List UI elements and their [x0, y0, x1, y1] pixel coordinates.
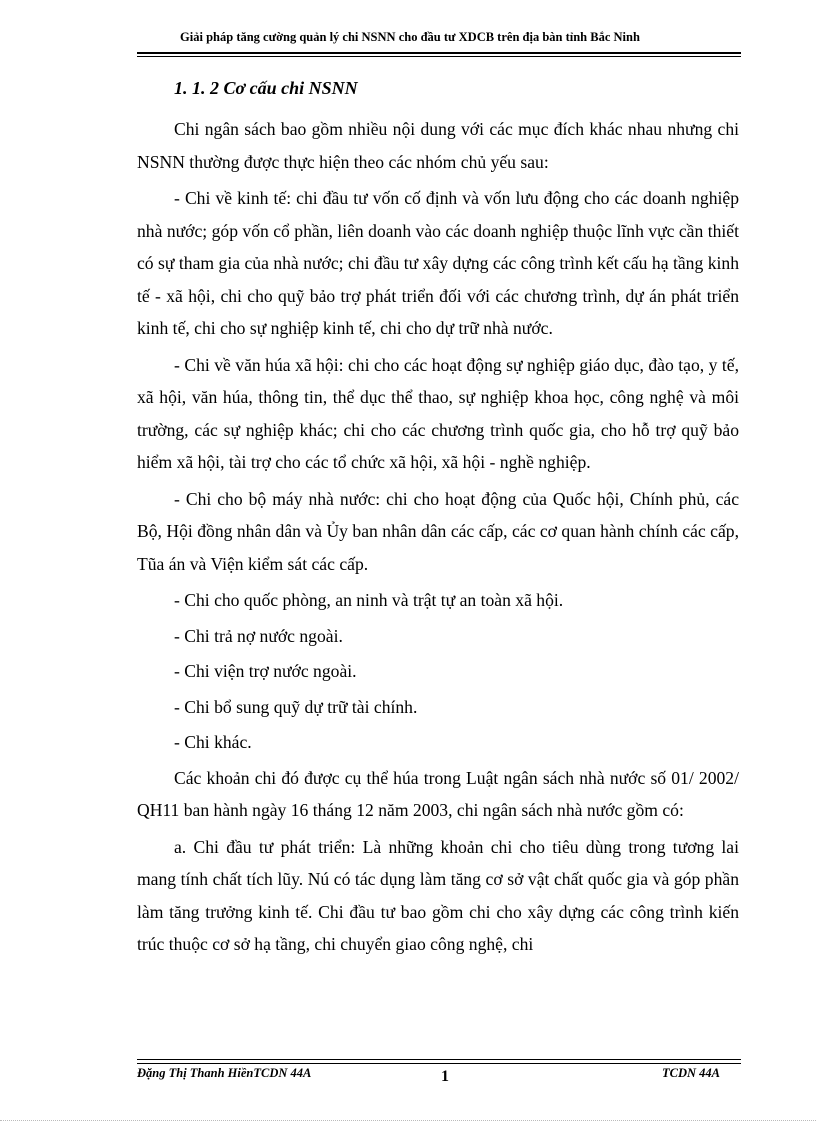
- paragraph-development-investment: a. Chi đầu tư phát triển: Là những khoản chi cho tiêu dùng trong tương lai mang tính chất tích lũy. Nú có tác dụng làm tăng cơ sở vật chất quốc gia và góp phần làm tăng trưởng kinh tế. Chi đầu tư bao gồm chi cho xây dựng các công trình kiến trúc thuộc cơ sở hạ tầng, chi chuyển giao công nghệ, chi: [137, 836, 739, 954]
- page-bottom-dotted-line: [0, 1120, 816, 1121]
- paragraph-intro: Chi ngân sách bao gồm nhiều nội dung với các mục đích khác nhau nhưng chi NSNN thường được thực hiện theo các nhóm chủ yếu sau:: [137, 119, 739, 172]
- list-item-other: - Chi khác.: [174, 732, 252, 752]
- footer-rule: [137, 1059, 741, 1060]
- list-item-reserve-fund: - Chi bổ sung quỹ dự trữ tài chính.: [174, 696, 418, 717]
- footer-author: Đặng Thị Thanh HiềnTCDN 44A: [137, 1066, 312, 1080]
- paragraph-culture-society: - Chi về văn húa xã hội: chi cho các hoạt động sự nghiệp giáo dục, đào tạo, y tế, xã hội, văn húa, thông tin, thể dục thể thao, sự nghiệp khoa học, công nghệ và môi trường, các sự nghiệp khác; chi cho các chương trình quốc gia, cho hỗ trợ quỹ bảo hiểm xã hội, tài trợ cho các tổ chức xã hội, xã hội - nghề nghiệp.: [137, 354, 739, 472]
- header-rule-thin: [137, 56, 741, 57]
- document-body: [137, 113, 739, 965]
- paragraph-state-apparatus: - Chi cho bộ máy nhà nước: chi cho hoạt động của Quốc hội, Chính phủ, các Bộ, Hội đồng nhân dân và Ủy ban nhân dân các cấp, các cơ quan hành chính các cấp, Tũa án và Viện kiểm sát các cấp.: [137, 488, 739, 574]
- header-rule: [137, 52, 741, 54]
- page-number: 1: [441, 1068, 449, 1085]
- running-header: Giải pháp tăng cường quản lý chi NSNN cho đầu tư XDCB trên địa bàn tỉnh Bắc Ninh: [180, 30, 640, 44]
- list-item-foreign-aid: - Chi viện trợ nước ngoài.: [174, 661, 357, 681]
- paragraph-budget-law: Các khoản chi đó được cụ thể húa trong Luật ngân sách nhà nước số 01/ 2002/ QH11 ban hành ngày 16 tháng 12 năm 2003, chi ngân sách nhà nước gồm có:: [137, 767, 739, 820]
- list-item-defense: - Chi cho quốc phòng, an ninh và trật tự an toàn xã hội.: [174, 590, 564, 610]
- section-heading: 1. 1. 2 Cơ cấu chi NSNN: [174, 78, 358, 98]
- footer-class-code: TCDN 44A: [662, 1066, 720, 1080]
- list-item-foreign-debt: - Chi trả nợ nước ngoài.: [174, 625, 343, 646]
- paragraph-economy: - Chi về kinh tế: chi đầu tư vốn cố định và vốn lưu động cho các doanh nghiệp nhà nước; góp vốn cổ phần, liên doanh vào các doanh nghiệp thuộc lĩnh vực cần thiết có sự tham gia của nhà nước; chi đầu tư xây dựng các công trình kết cấu hạ tầng kinh tế - xã hội, chi cho quỹ bảo trợ phát triển đối với các chương trình, dự án phát triển kinh tế, chi cho sự nghiệp kinh tế, chi cho dự trữ nhà nước.: [137, 188, 739, 338]
- footer-rule-thin: [137, 1063, 741, 1064]
